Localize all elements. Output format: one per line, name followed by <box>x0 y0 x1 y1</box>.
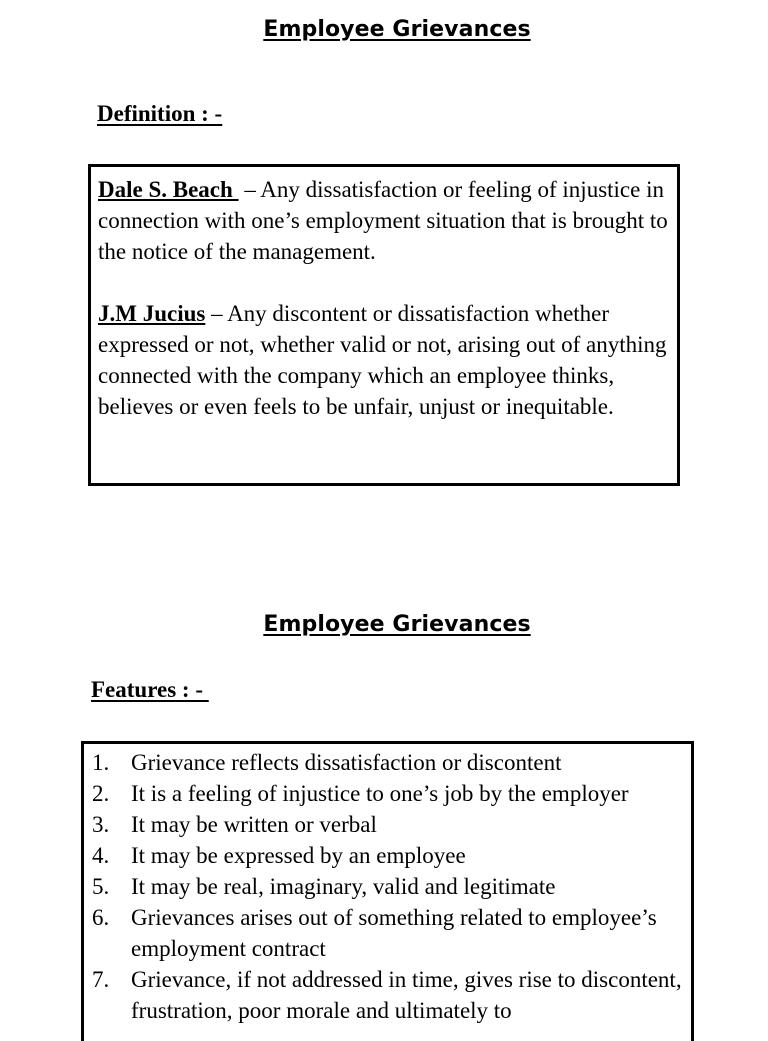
feature-number: 4. <box>92 843 110 868</box>
definition-text: – Any discontent or dissatisfaction whether expressed or not, whether valid or not, arising out of anything connected with the company which an employee thinks, believes or even feels to be unfair, unjust or inequitable. <box>98 301 667 419</box>
definition-author: Dale S. Beach <box>98 177 239 202</box>
feature-item <box>92 747 685 778</box>
feature-text: Grievances arises out of something related to employee’s employment contract <box>131 905 657 961</box>
feature-item <box>92 840 685 871</box>
feature-text: Grievance reflects dissatisfaction or discontent <box>131 750 562 775</box>
feature-item <box>92 902 685 964</box>
features-box <box>81 741 694 1041</box>
page-title-definitions: Employee Grievances <box>263 17 531 42</box>
feature-item <box>92 964 685 1026</box>
definition-label: Definition : - <box>97 101 223 126</box>
feature-item <box>92 871 685 902</box>
feature-text: It may be real, imaginary, valid and legitimate <box>131 874 556 899</box>
feature-item <box>92 809 685 840</box>
feature-number: 7. <box>92 967 110 992</box>
feature-text: It is a feeling of injustice to one’s job by the employer <box>131 781 629 806</box>
definition-text: – Any dissatisfaction or feeling of injustice in connection with one’s employment situation that is brought to the notice of the management. <box>98 177 668 264</box>
feature-number: 6. <box>92 905 110 930</box>
features-list <box>92 747 685 1026</box>
feature-number: 5. <box>92 874 110 899</box>
features-label: Features : - <box>91 677 209 702</box>
definition-dale-beach <box>98 174 671 267</box>
feature-text: It may be expressed by an employee <box>131 843 466 868</box>
feature-number: 1. <box>92 750 110 775</box>
feature-text: Grievance, if not addressed in time, gives rise to discontent, frustration, poor morale and ultimately to <box>131 967 682 1023</box>
feature-number: 2. <box>92 781 110 806</box>
page-title-features: Employee Grievances <box>263 612 531 637</box>
definition-author: J.M Jucius <box>98 301 206 326</box>
feature-item <box>92 778 685 809</box>
definitions-box <box>88 164 680 486</box>
definition-jm-jucius <box>98 298 671 422</box>
feature-number: 3. <box>92 812 110 837</box>
feature-text: It may be written or verbal <box>131 812 377 837</box>
